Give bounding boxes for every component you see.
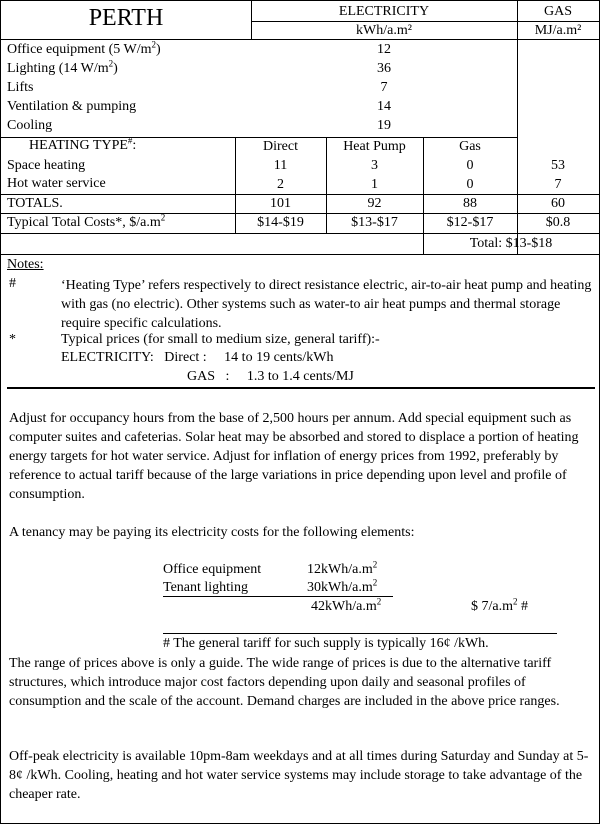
table-line	[1, 194, 599, 195]
tenancy-price: $ $7/a.m^2$ #	[471, 596, 528, 614]
gas-unit: MJ/a.m²	[534, 23, 582, 38]
totals-direct: 101	[270, 196, 291, 211]
notes-heading: Notes:	[7, 257, 44, 272]
table-line	[1, 213, 599, 214]
tenancy-item-label: Office equipment	[163, 562, 262, 577]
space-heating-heat-pump: 3	[371, 158, 378, 173]
paragraph-tenancy-intro: A tenancy may be paying its electricity costs for the following elements:	[9, 525, 415, 540]
totals-heat-pump: 92	[367, 196, 382, 211]
note-heating-type: ‘Heating Type’ refers respectively to direct resistance electric, air-to-air heat pump and heating with gas (no electric). Other systems such as water-to air heat pumps and thermal storage require specific calculations.	[61, 278, 592, 331]
costs-heat-pump: $13-$17	[351, 215, 398, 230]
note-gas-prices: GAS : 1.3 to 1.4 cents/MJ	[187, 369, 354, 384]
note-star-mark: *	[9, 332, 16, 347]
costs-gas: $12-$17	[446, 215, 494, 230]
row-label-space-heating: Space heating	[7, 158, 86, 173]
space-heating-direct: 11	[273, 158, 288, 173]
costs-direct: $14-$19	[257, 215, 304, 230]
tenancy-item-value: $12kWh/a.m^2$	[307, 559, 378, 577]
note-hash-mark: #	[9, 276, 16, 291]
row-label-totals: TOTALS.	[7, 196, 63, 211]
hot-water-direct: 2	[277, 177, 284, 192]
space-heating-gas: 0	[466, 158, 474, 173]
row-label-lifts: Lifts	[7, 80, 34, 95]
row-value-ventilation: 14	[377, 99, 391, 114]
city-title: PERTH	[88, 5, 164, 31]
row-label-costs: Typical Total Costs*, $\$/a.m^2$	[7, 212, 166, 230]
table-line	[1, 254, 599, 255]
row-value-lifts: 7	[380, 80, 388, 95]
tenancy-sum-line	[163, 596, 393, 597]
heating-type-label: HEATING TYPE#:	[29, 135, 137, 153]
totals-gas-mj: 60	[551, 196, 565, 211]
space-heating-gas-mj: 53	[551, 158, 565, 173]
row-value-office-equipment: 12	[377, 42, 391, 57]
column-heat-pump: Heat Pump	[343, 139, 406, 154]
tenancy-item-label: Tenant lighting	[163, 580, 248, 595]
paragraph-off-peak: Off-peak electricity is available 10pm-8am weekdays and at all times during Saturday and Sunday at 5-8¢ /kWh. Cooling, heating and hot water service systems may include storage to take advantage of the cheaper rate.	[9, 749, 589, 802]
tenancy-item-value: $30kWh/a.m^2$	[307, 577, 378, 595]
electricity-header: ELECTRICITY	[338, 4, 430, 19]
row-value-lighting: 36	[377, 61, 391, 76]
hot-water-gas-mj: 7	[554, 177, 562, 192]
section-divider	[7, 387, 595, 389]
totals-gas: 88	[463, 196, 477, 211]
row-label-lighting: Lighting (14 $W/m^2$)	[7, 58, 118, 76]
table-line	[251, 21, 599, 22]
electricity-unit: kWh/a.m²	[356, 23, 412, 38]
paragraph-price-range: The range of prices above is only a guide. The wide range of prices is due to the alternative tariff structures, which introduce major cost factors depending upon daily and seasonal profiles of consumption and the scale of the account. Demand charges are included in the above price ranges.	[9, 656, 560, 709]
row-label-office-equipment: Office equipment (5 $W/m^2$)	[7, 39, 161, 57]
paragraph-adjust: Adjust for occupancy hours from the base of 2,500 hours per annum. Add special equipment such as computer suites and cafeterias. Solar heat may be absorbed and stored to displace a portion of heating energy targets for hot water service. Adjust for inflation of energy prices from 1992, preferably by reference to actual tariff because of the large variations in price depending upon level and profile of consumption.	[9, 411, 579, 502]
table-line	[1, 39, 599, 40]
row-label-hot-water: Hot water service	[7, 176, 106, 191]
row-label-cooling: Cooling	[7, 118, 53, 133]
tenancy-sum-value: $42kWh/a.m^2$	[311, 596, 382, 614]
note-typical-prices: Typical prices (for small to medium size, general tariff):-	[61, 332, 380, 347]
column-direct: Direct	[263, 139, 298, 154]
hot-water-gas: 0	[466, 177, 474, 192]
gas-header: GAS	[543, 4, 572, 19]
costs-gas-mj: $0.8	[545, 215, 571, 230]
hot-water-heat-pump: 1	[371, 177, 378, 192]
tariff-footnote: # The general tariff for such supply is typically 16¢ /kWh.	[163, 636, 489, 651]
table-line	[1, 233, 599, 234]
grand-total: Total: $13-$18	[469, 236, 553, 251]
column-gas: Gas	[459, 139, 481, 154]
row-label-ventilation: Ventilation & pumping	[7, 99, 137, 114]
footnote-rule	[163, 633, 557, 634]
note-electricity-prices: ELECTRICITY: Direct : 14 to 19 cents/kWh	[61, 350, 334, 365]
row-value-cooling: 19	[377, 118, 391, 133]
